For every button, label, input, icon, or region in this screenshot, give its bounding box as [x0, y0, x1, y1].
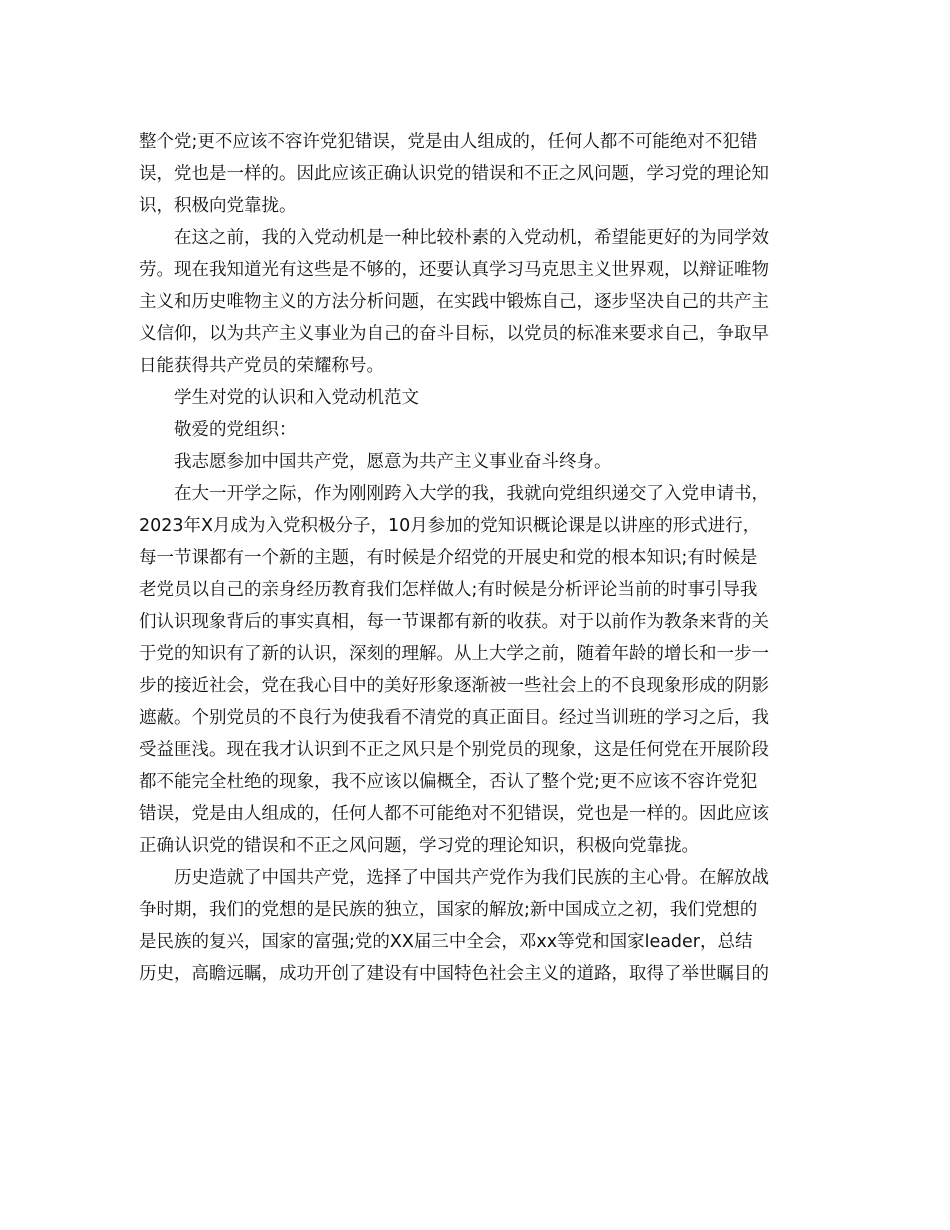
- text-line: 义信仰，以为共产主义事业为自己的奋斗目标，以党员的标准来要求自己，争取早: [139, 324, 769, 344]
- text-line: 2023年X月成为入党积极分子，10月参加的党知识概论课是以讲座的形式进行，: [139, 516, 761, 536]
- text-line: 历史造就了中国共产党，选择了中国共产党作为我们民族的主心骨。在解放战: [174, 868, 769, 888]
- text-line: 识，积极向党靠拢。: [139, 196, 297, 216]
- document-body: [139, 126, 819, 990]
- text-line: 劳。现在我知道光有这些是不够的，还要认真学习马克思主义世界观，以辩证唯物: [139, 260, 769, 280]
- text-line: 错误，党是由人组成的，任何人都不可能绝对不犯错误，党也是一样的。因此应该: [139, 804, 769, 824]
- text-line: 历史，高瞻远瞩，成功开创了建设有中国特色社会主义的道路，取得了举世瞩目的: [139, 964, 769, 984]
- salutation-line: 敬爱的党组织：: [174, 420, 297, 440]
- text-line: 争时期，我们的党想的是民族的独立，国家的解放;新中国成立之初，我们党想的: [139, 900, 758, 920]
- text-line: 遮蔽。个别党员的不良行为使我看不清党的真正面目。经过当训班的学习之后，我: [139, 708, 769, 728]
- text-line: 都不能完全杜绝的现象，我不应该以偏概全，否认了整个党;更不应该不容许党犯: [139, 772, 758, 792]
- text-line: 是民族的复兴，国家的富强;党的XX届三中全会，邓xx等党和国家leader，总结: [139, 932, 753, 952]
- heading-line: 学生对党的认识和入党动机范文: [174, 388, 419, 408]
- text-line: 受益匪浅。现在我才认识到不正之风只是个别党员的现象，这是任何党在开展阶段: [139, 740, 769, 760]
- text-line: 日能获得共产党员的荣耀称号。: [139, 356, 384, 376]
- text-line: 整个党;更不应该不容许党犯错误，党是由人组成的，任何人都不可能绝对不犯错: [139, 132, 758, 152]
- text-line: 于党的知识有了新的认识，深刻的理解。从上大学之前，随着年龄的增长和一步一: [139, 644, 769, 664]
- text-line: 老党员以自己的亲身经历教育我们怎样做人;有时候是分析评论当前的时事引导我: [139, 580, 758, 600]
- text-line: 误，党也是一样的。因此应该正确认识党的错误和不正之风问题，学习党的理论知: [139, 164, 769, 184]
- text-line: 正确认识党的错误和不正之风问题，学习党的理论知识，积极向党靠拢。: [139, 836, 699, 856]
- text-line: 在大一开学之际，作为刚刚跨入大学的我，我就向党组织递交了入党申请书，: [174, 484, 769, 504]
- text-line: 步的接近社会，党在我心目中的美好形象逐渐被一些社会上的不良现象形成的阴影: [139, 676, 769, 696]
- text-line: 我志愿参加中国共产党，愿意为共产主义事业奋斗终身。: [174, 452, 612, 472]
- text-line: 每一节课都有一个新的主题，有时候是介绍党的开展史和党的根本知识;有时候是: [139, 548, 758, 568]
- text-line: 主义和历史唯物主义的方法分析问题，在实践中锻炼自己，逐步坚决自己的共产主: [139, 292, 769, 312]
- text-line: 在这之前，我的入党动机是一种比较朴素的入党动机，希望能更好的为同学效: [174, 228, 769, 248]
- text-line: 们认识现象背后的事实真相，每一节课都有新的收获。对于以前作为教条来背的关: [139, 612, 769, 632]
